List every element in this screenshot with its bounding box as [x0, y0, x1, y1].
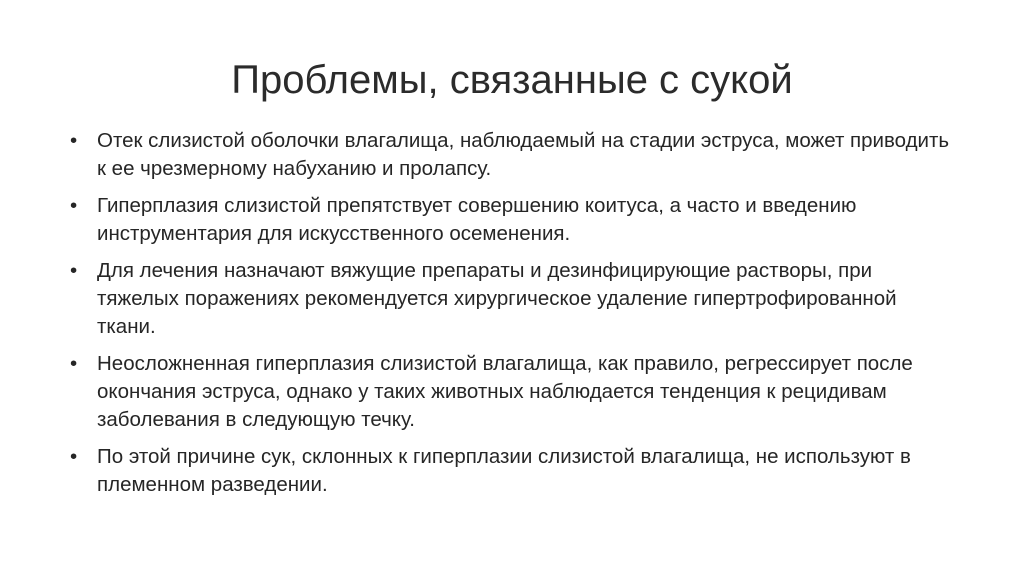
bullet-list	[70, 127, 950, 508]
bullet-dot-icon: •	[70, 352, 78, 375]
bullet-item	[70, 257, 950, 341]
bullet-item	[70, 350, 950, 434]
bullet-text: По этой причине сук, склонных к гиперплазии слизистой влагалища, не используют в племенном разведении.	[97, 445, 911, 496]
bullet-dot-icon: •	[70, 129, 78, 152]
bullet-text: Неосложненная гиперплазия слизистой влагалища, как правило, регрессирует после окончания эструса, однако у таких животных наблюдается тенденция к рецидивам заболевания в следующую течку.	[97, 352, 913, 431]
bullet-item	[70, 443, 950, 499]
bullet-item	[70, 127, 950, 183]
bullet-text: Для лечения назначают вяжущие препараты и дезинфицирующие растворы, при тяжелых поражениях рекомендуется хирургическое удаление гипертрофированной ткани.	[97, 259, 897, 338]
bullet-item	[70, 192, 950, 248]
bullet-dot-icon: •	[70, 259, 78, 282]
bullet-text: Отек слизистой оболочки влагалища, наблюдаемый на стадии эструса, может приводить к ее чрезмерному набуханию и пролапсу.	[97, 129, 950, 180]
bullet-dot-icon: •	[70, 194, 78, 217]
bullet-dot-icon: •	[70, 445, 78, 468]
slide-title: Проблемы, связанные с сукой	[231, 58, 793, 102]
bullet-text: Гиперплазия слизистой препятствует совершению коитуса, а часто и введению инструментария для искусственного осеменения.	[97, 194, 857, 245]
